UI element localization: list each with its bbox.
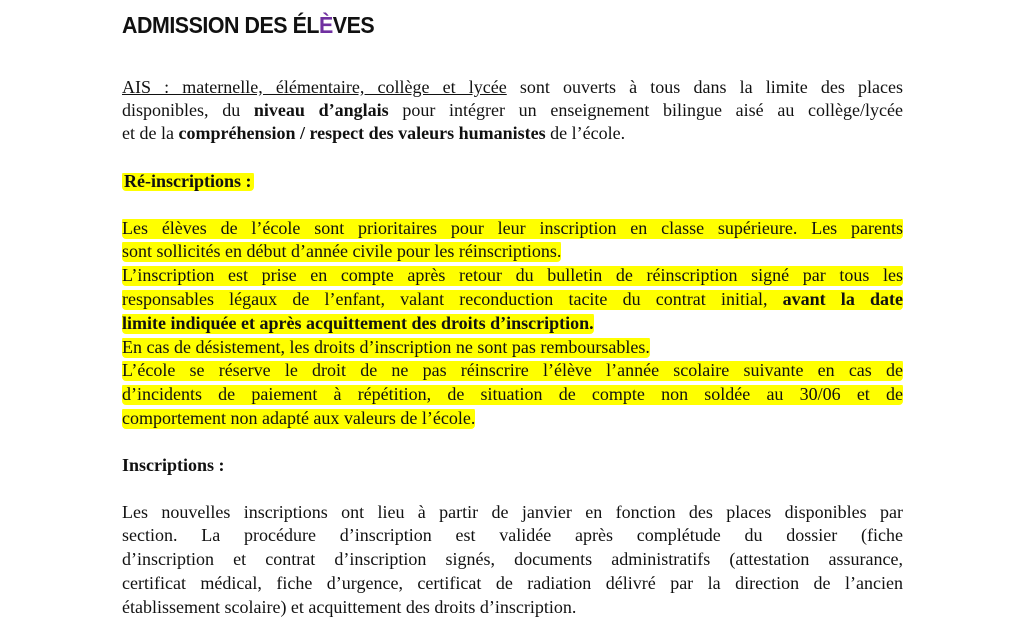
inscription-line-2: section. La procédure d’inscription est validée après complétude du dossier (fiche xyxy=(122,525,903,545)
heading-text: Ré-inscriptions : xyxy=(124,171,252,191)
text: pour intégrer un enseignement bilingue aisé au collège/lycée xyxy=(388,100,903,120)
reinscription-line-5 xyxy=(122,312,594,334)
text: responsables légaux de l’enfant, valant reconduction tacite du contrat initial, xyxy=(122,289,783,309)
inscription-line-4: certificat médical, fiche d’urgence, certificat de radiation délivré par la direction de l’ancien xyxy=(122,573,903,593)
text: sont ouverts à tous dans la limite des places xyxy=(506,77,904,97)
inscription-line-3: d’inscription et contrat d’inscription signés, documents administratifs (attestation assurance, xyxy=(122,549,903,569)
bold-text: limite indiquée et après acquittement des droits d’inscription. xyxy=(122,313,594,333)
reinscriptions-heading xyxy=(122,170,254,192)
reinscription-line-2: sont sollicités en début d’année civile pour les réinscriptions. xyxy=(122,241,562,261)
intro-line-1 xyxy=(122,76,903,98)
reinscription-line-6: En cas de désistement, les droits d’inscription ne sont pas remboursables. xyxy=(122,337,650,357)
reinscription-line-8: d’incidents de paiement à répétition, de situation de compte non soldée au 30/06 et de xyxy=(122,384,903,404)
reinscription-line-1: Les élèves de l’école sont prioritaires pour leur inscription en classe supérieure. Les parents xyxy=(122,218,903,238)
title-text: ADMISSION DES ÉL xyxy=(122,12,319,38)
reinscription-line-9: comportement non adapté aux valeurs de l’école. xyxy=(122,408,476,428)
title-text-end: VES xyxy=(332,12,375,38)
text: disponibles, du xyxy=(122,100,254,120)
bold-text: niveau d’anglais xyxy=(253,100,389,120)
heading-text: Inscriptions : xyxy=(122,455,225,475)
intro-line-2 xyxy=(122,99,903,121)
reinscription-line-7: L’école se réserve le droit de ne pas réinscrire l’élève l’année scolaire suivante en cas de xyxy=(122,360,903,380)
inscription-line-5: établissement scolaire) et acquittement des droits d’inscription. xyxy=(122,597,577,617)
inscription-line-1: Les nouvelles inscriptions ont lieu à partir de janvier en fonction des places disponibles par xyxy=(122,502,903,522)
reinscription-line-3: L’inscription est prise en compte après retour du bulletin de réinscription signé par tous les xyxy=(122,265,903,285)
page-title xyxy=(122,12,374,39)
ais-levels-underlined: AIS : maternelle, élémentaire, collège et lycée xyxy=(122,77,507,97)
title-accent-letter: È xyxy=(318,12,333,38)
inscriptions-heading xyxy=(122,454,903,476)
bold-text: compréhension / respect des valeurs humanistes xyxy=(178,123,546,143)
bold-text: avant la date xyxy=(782,289,903,309)
text: de l’école. xyxy=(545,123,626,143)
intro-line-3 xyxy=(122,122,903,144)
reinscription-line-4 xyxy=(122,288,903,310)
text: et de la xyxy=(122,123,179,143)
